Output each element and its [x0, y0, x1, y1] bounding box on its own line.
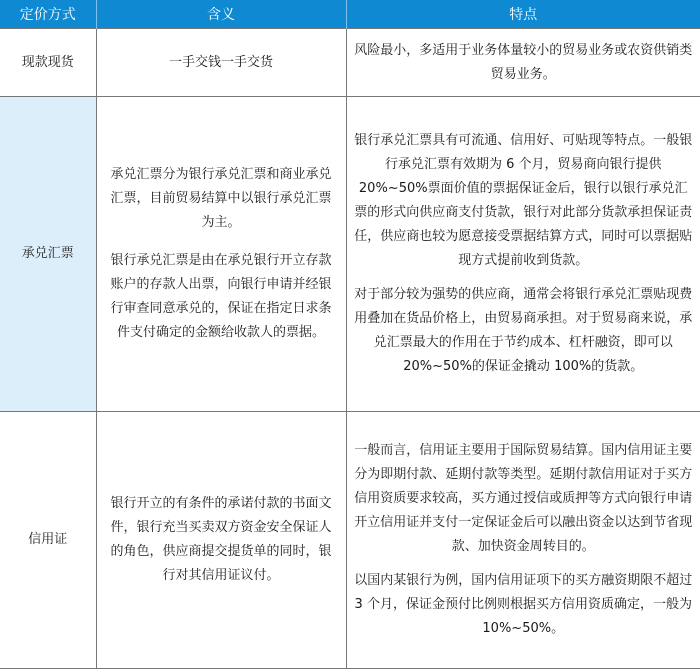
table-row: [0, 412, 700, 669]
method-cell: 信用证: [0, 412, 96, 669]
meaning-text: 银行承兑汇票是由在承兑银行开立存款账户的存款人出票，向银行申请并经银行审查同意承兑的，保证在指定日求条件支付确定的金额给收款人的票据。: [110, 253, 332, 340]
features-cell: [346, 97, 700, 412]
method-cell: 现款现货: [0, 29, 96, 97]
meaning-cell: [96, 97, 346, 412]
features-text: 对于部分较为强势的供应商，通常会将银行承兑汇票贴现费用叠加在货品价格上，由贸易商承担。对于贸易商来说，承兑汇票最大的作用在于节约成本、杠杆融资，即可以 20%~50%的保证金撬动 100%的货款。: [354, 287, 693, 374]
features-text: 风险最小，多适用于业务体量较小的贸易业务或农资供销类贸易业务。: [354, 42, 693, 82]
header-row: [0, 0, 700, 29]
paragraph-gap: [353, 273, 695, 283]
header-features: 特点: [346, 0, 700, 29]
method-cell: 承兑汇票: [0, 97, 96, 412]
features-text: 银行承兑汇票具有可流通、信用好、可贴现等特点。一般银行承兑汇票有效期为 6 个月，贸易商向银行提供 20%~50%票面价值的票据保证金后，银行以银行承兑汇票的形式向供应商支付货款，银行对此部分货款承担保证责任，供应商也较为愿意接受票据结算方式，同时可以票据贴现方式提前收到货款。: [354, 133, 693, 268]
meaning-text: 银行开立的有条件的承诺付款的书面文件，银行充当买卖双方资金安全保证人的角色，供应商提交提货单的同时，银行对其信用证议付。: [110, 496, 332, 583]
features-text: 以国内某银行为例，国内信用证项下的买方融资期限不超过 3 个月，保证金预付比例则根据买方信用资质确定，一般为 10%~50%。: [354, 573, 693, 636]
features-text: 一般而言，信用证主要用于国际贸易结算。国内信用证主要分为即期付款、延期付款等类型。延期付款信用证对于买方信用资质要求较高，买方通过授信或质押等方式向银行申请开立信用证并支付一定保证金后可以融出资金以达到节省现款、加快资金周转目的。: [354, 443, 693, 554]
meaning-cell: [96, 412, 346, 669]
meaning-text: 承兑汇票分为银行承兑汇票和商业承兑汇票，目前贸易结算中以银行承兑汇票为主。: [110, 167, 332, 230]
header-method: 定价方式: [0, 0, 96, 29]
meaning-cell: [96, 29, 346, 97]
paragraph-gap: [353, 559, 695, 569]
paragraph-gap: [107, 235, 336, 249]
table-row: [0, 29, 700, 97]
table-row: [0, 97, 700, 412]
meaning-text: 一手交钱一手交货: [168, 54, 273, 70]
features-cell: [346, 29, 700, 97]
features-cell: [346, 412, 700, 669]
header-meaning: 含义: [96, 0, 346, 29]
